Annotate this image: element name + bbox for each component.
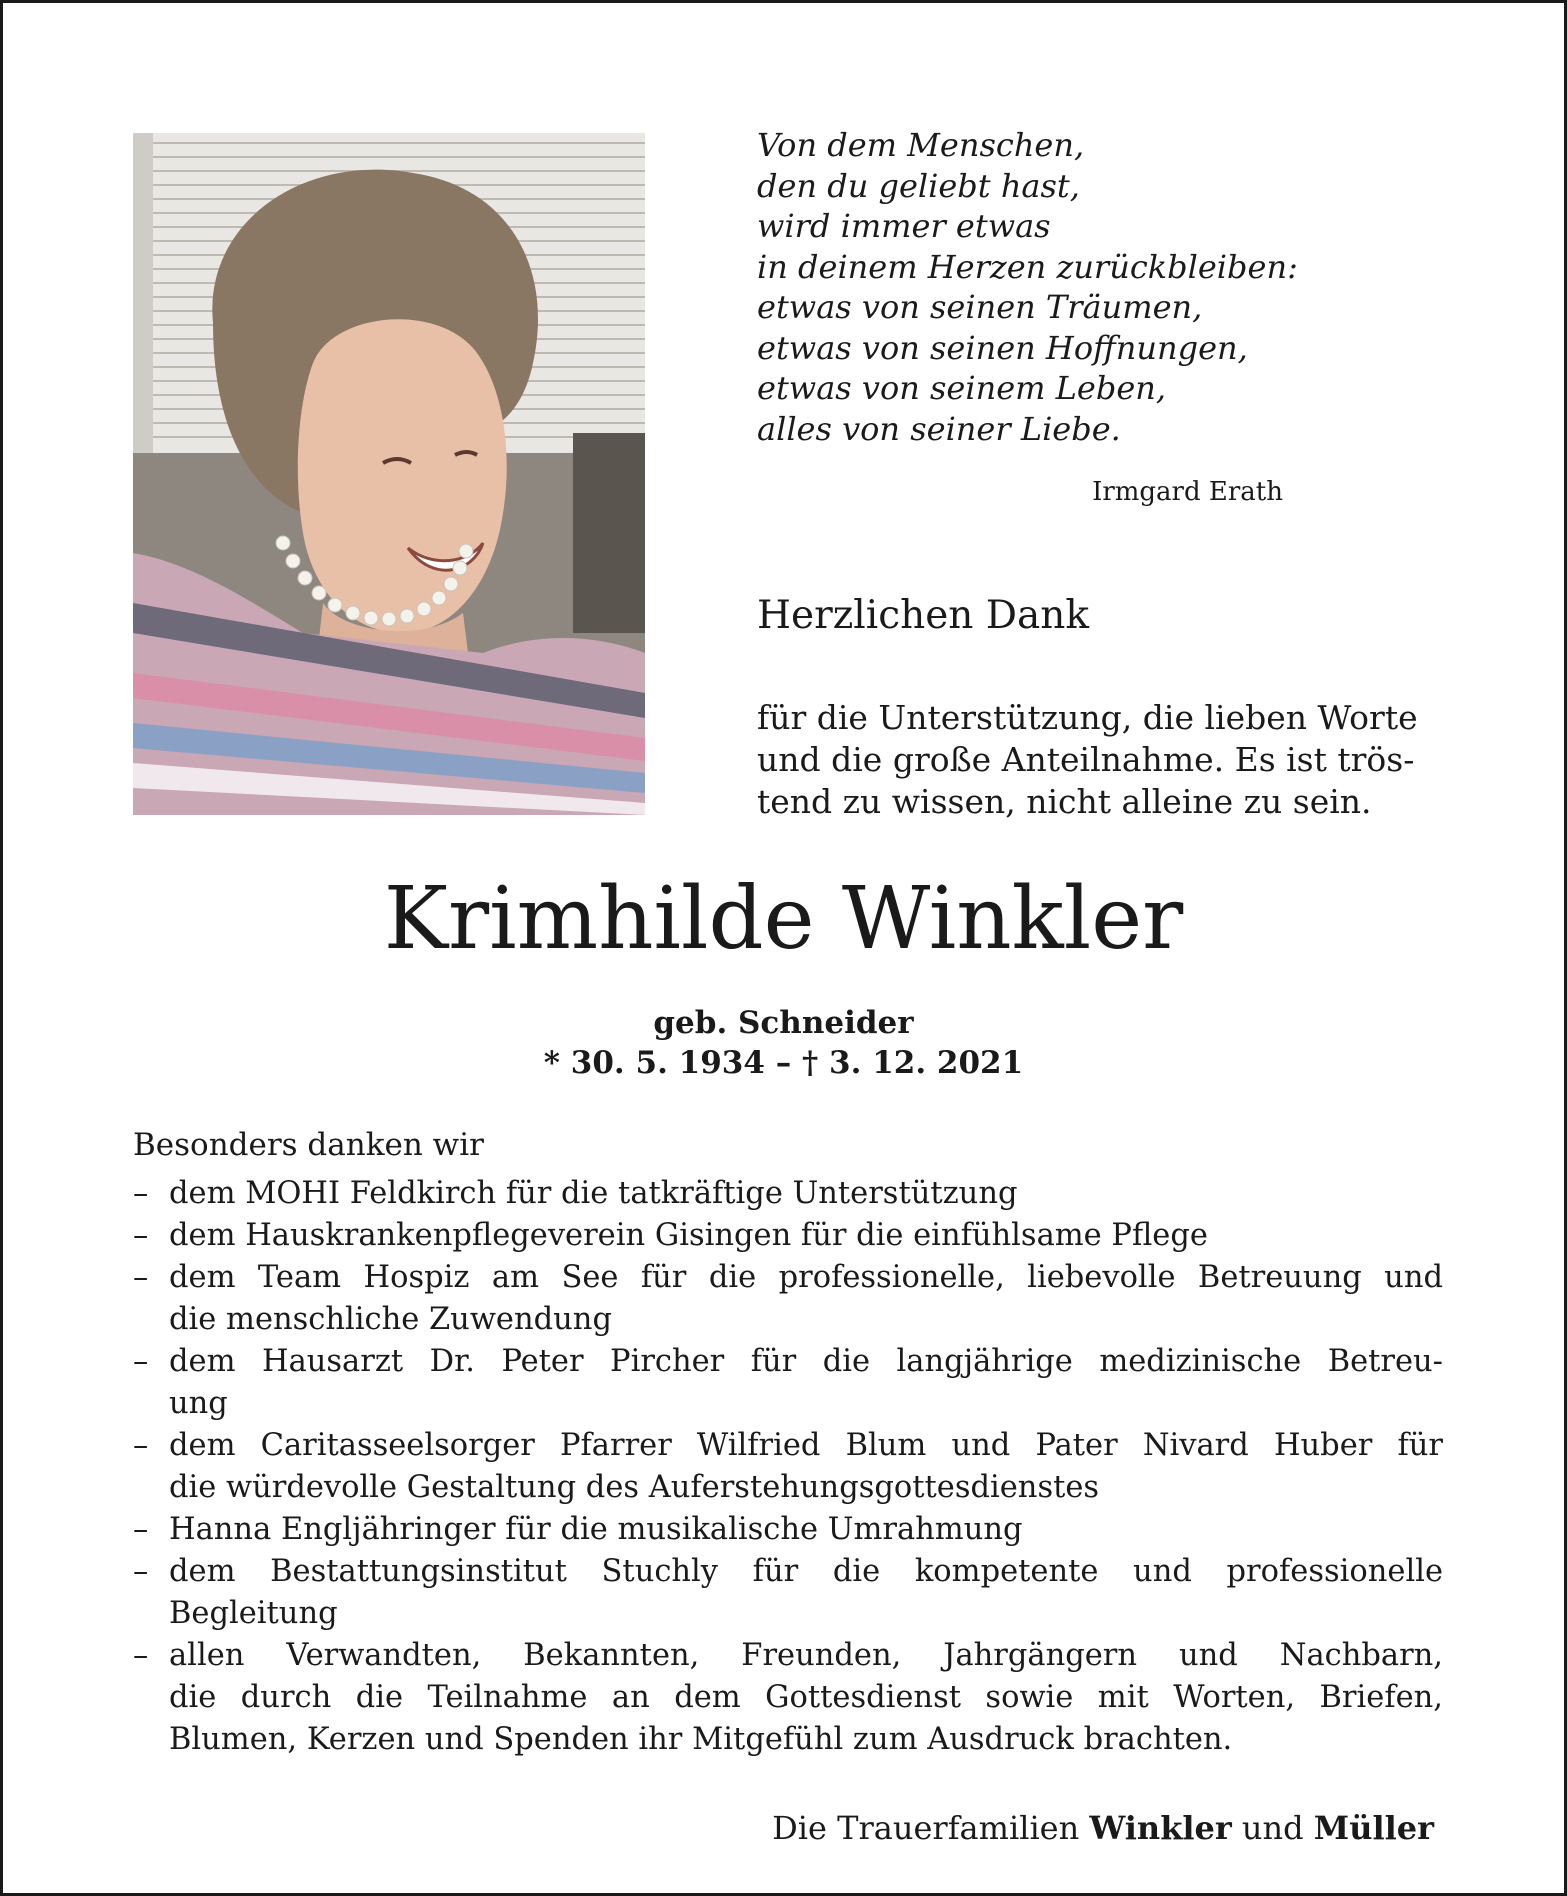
list-item-line: – dem Bestattungsinstitut Stuchly für die kompetente und professionelle: [169, 1554, 1443, 1589]
signoff-prefix: Die Trauerfamilien: [772, 1809, 1080, 1847]
poem-line: wird immer etwas: [757, 207, 1051, 245]
list-item: [133, 1257, 1443, 1341]
list-item-line: die durch die Teilnahme an dem Gottesdienst sowie mit Worten, Briefen,: [169, 1680, 1443, 1715]
list-item: [133, 1551, 1443, 1635]
list-item-line: Blumen, Kerzen und Spenden ihr Mitgefühl zum Ausdruck brachten.: [169, 1722, 1233, 1757]
list-item: [133, 1341, 1443, 1425]
list-item-line: – dem MOHI Feldkirch für die tatkräftige Unterstützung: [169, 1176, 1018, 1211]
list-item: [133, 1509, 1443, 1551]
list-item: [133, 1635, 1443, 1761]
thanks-line: tend zu wissen, nicht alleine zu sein.: [757, 782, 1372, 821]
list-item: [133, 1215, 1443, 1257]
family-name-2: Müller: [1313, 1809, 1434, 1847]
deceased-name: Krimhilde Winkler: [383, 869, 1184, 969]
special-thanks-list: [133, 1173, 1443, 1761]
thanks-text: [757, 697, 1457, 823]
list-item-line: die würdevolle Gestaltung des Auferstehungsgottesdienstes: [169, 1470, 1100, 1505]
signoff: [772, 1809, 1434, 1847]
list-item-line: – Hanna Engljähringer für die musikalische Umrahmung: [169, 1512, 1023, 1547]
list-item-line: – dem Caritasseelsorger Pfarrer Wilfried Blum und Pater Nivard Huber für: [169, 1428, 1443, 1463]
list-item-line: – dem Team Hospiz am See für die professionelle, liebevolle Betreuung und: [169, 1260, 1443, 1295]
poem-line: alles von seiner Liebe.: [757, 409, 1121, 448]
maiden-name: geb. Schneider: [653, 1005, 914, 1041]
poem: [757, 125, 1357, 449]
list-item: [133, 1425, 1443, 1509]
poem-line: etwas von seinen Hoffnungen,: [757, 328, 1248, 367]
poem-line: etwas von seinem Leben,: [757, 369, 1167, 407]
poem-line: etwas von seinen Träumen,: [757, 288, 1203, 326]
portrait-photo: [133, 133, 645, 815]
poem-line: Von dem Menschen,: [757, 126, 1085, 164]
list-item: [133, 1173, 1443, 1215]
list-item-line: – dem Hauskrankenpflegeverein Gisingen für die einfühlsame Pflege: [169, 1218, 1208, 1253]
special-thanks-heading: Besonders danken wir: [133, 1127, 484, 1163]
list-item-line: die menschliche Zuwendung: [169, 1302, 612, 1337]
list-item-line: – allen Verwandten, Bekannten, Freunden, Jahrgängern und Nachbarn,: [169, 1638, 1443, 1673]
list-item-line: – dem Hausarzt Dr. Peter Pircher für die langjährige medizinische Betreu-: [169, 1344, 1443, 1379]
poem-line: in deinem Herzen zurückbleiben:: [757, 247, 1298, 286]
thanks-heading: Herzlichen Dank: [757, 593, 1090, 638]
list-item-line: Begleitung: [169, 1596, 338, 1631]
list-item-line: ung: [169, 1386, 228, 1421]
poem-author: Irmgard Erath: [1092, 477, 1283, 507]
poem-line: den du geliebt hast,: [757, 166, 1080, 205]
thanks-line: für die Unterstützung, die lieben Worte: [757, 698, 1418, 737]
family-name-1: Winkler: [1089, 1809, 1232, 1847]
portrait-illustration: [133, 133, 645, 815]
life-dates: * 30. 5. 1934 – † 3. 12. 2021: [543, 1045, 1024, 1081]
signoff-joiner: und: [1241, 1809, 1304, 1847]
thanks-line: und die große Anteilnahme. Es ist trös-: [757, 740, 1415, 779]
